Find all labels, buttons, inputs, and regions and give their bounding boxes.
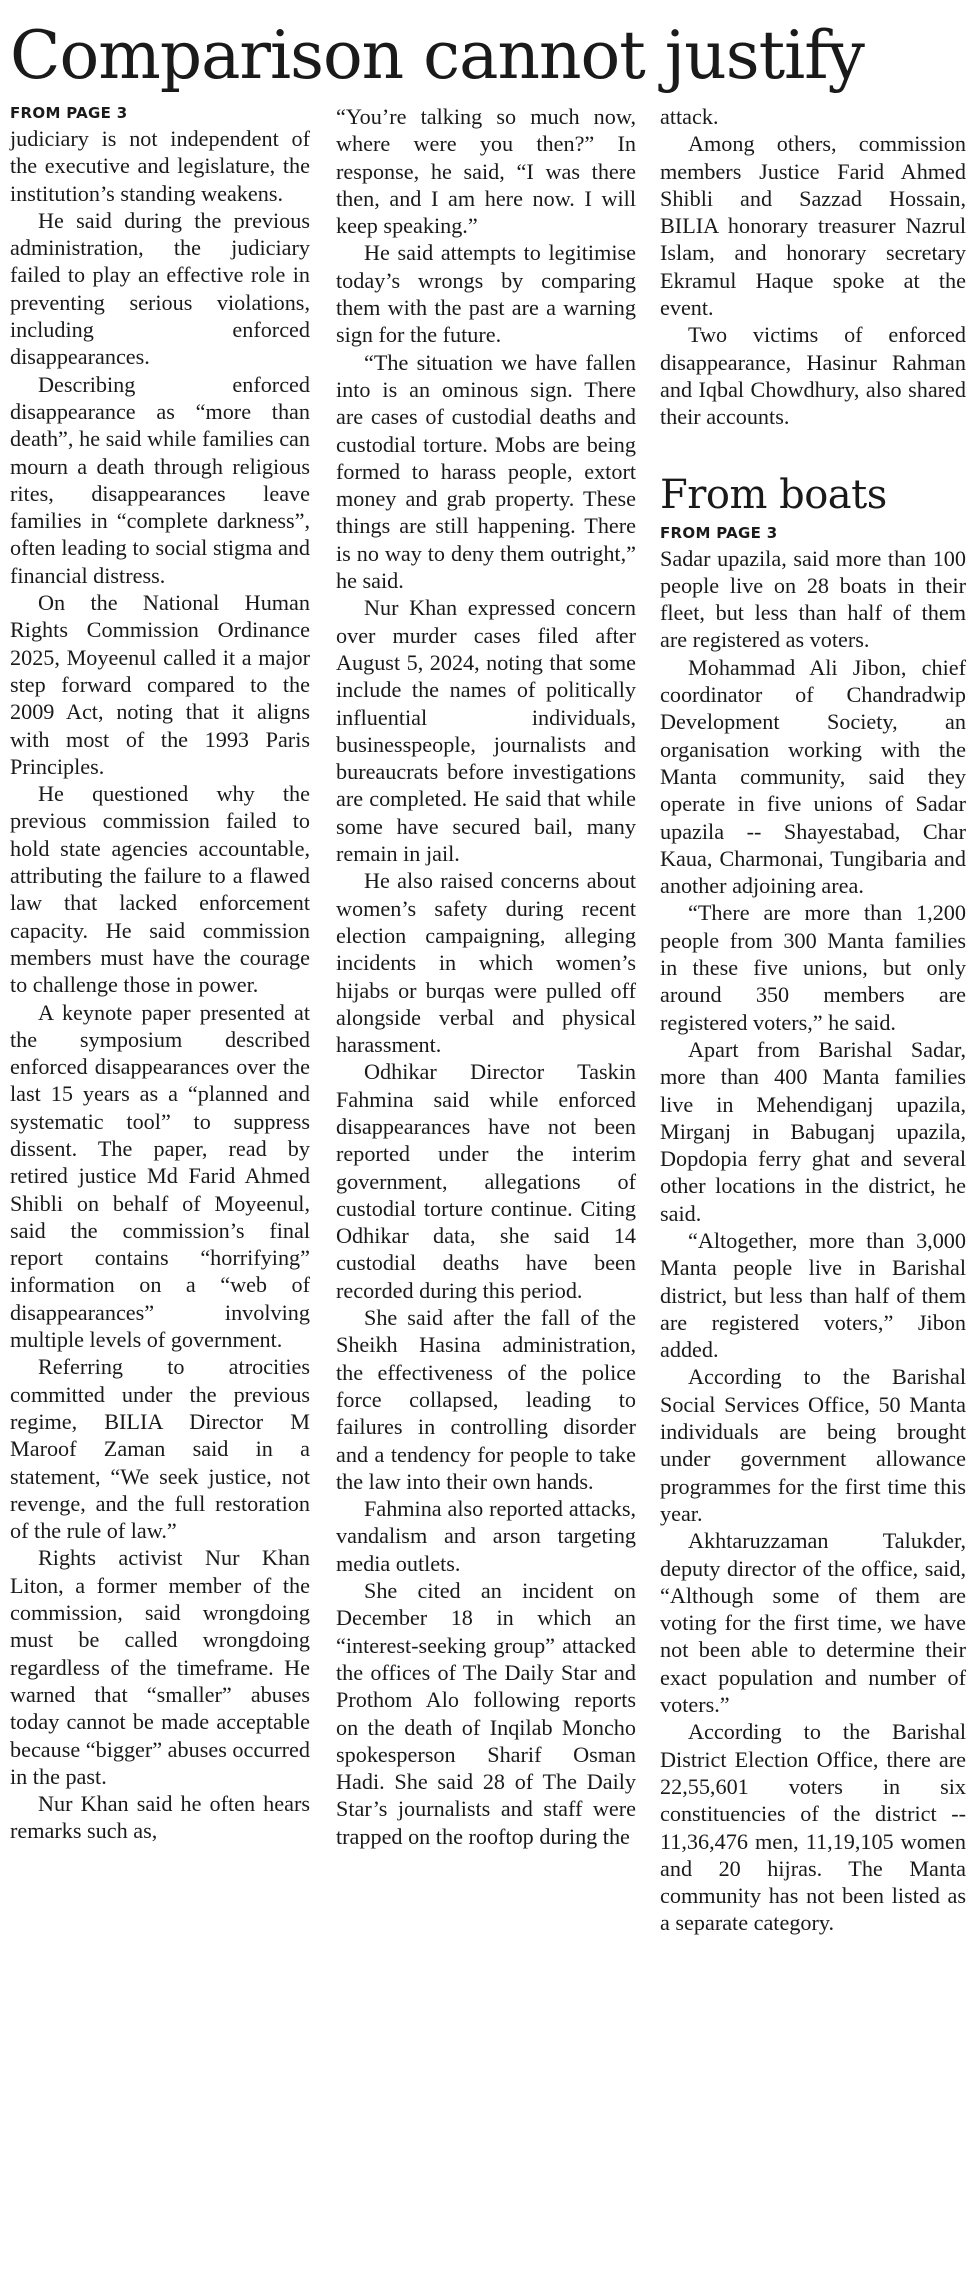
paragraph: Odhikar Director Taskin Fahmina said while enforced disappearances have not been reported under the interim government, allegations of custodial torture continue. Citing Odhikar data, she said 14 custodial deaths have been recorded during this period. bbox=[336, 1059, 636, 1303]
paragraph: “There are more than 1,200 people from 300 Manta families in these five unions, but only around 350 members are registered voters,” he said. bbox=[660, 900, 966, 1035]
paragraph: According to the Barishal Social Services Office, 50 Manta individuals are being brought under government allowance programmes for the first time this year. bbox=[660, 1364, 966, 1526]
paragraph: Two victims of enforced disappearance, Hasinur Rahman and Iqbal Chowdhury, also shared their accounts. bbox=[660, 322, 966, 430]
paragraph: Among others, commission members Justice Farid Ahmed Shibli and Sazzad Hossain, BILIA honorary treasurer Nazrul Islam, and honorary secretary Ekramul Haque spoke at the event. bbox=[660, 131, 966, 321]
paragraph: “Altogether, more than 3,000 Manta people live in Barishal district, but less than half of them are registered voters,” Jibon added. bbox=[660, 1227, 966, 1363]
paragraph: He said attempts to legitimise today’s wrongs by comparing them with the past are a warning sign for the future. bbox=[336, 240, 636, 348]
paragraph: A keynote paper presented at the symposium described enforced disappearances over the last 15 years as a “planned and systematic tool” to suppress dissent. The paper, read by retired justice Md Farid Ahmed Shibli on behalf of Moyeenul, said the commission’s final report contains “horrifying” information on a “web of disappearances” involving multiple levels of government. bbox=[10, 999, 310, 1353]
paragraph: He said during the previous administration, the judiciary failed to play an effective role in preventing serious violations, including enforced disappearances. bbox=[10, 207, 310, 370]
paragraph: “You’re talking so much now, where were you then?” In response, he said, “I was there then, and I am here now. I will keep speaking.” bbox=[336, 104, 636, 239]
paragraph: Sadar upazila, said more than 100 people live on 28 boats in their fleet, but less than half of them are registered as voters. bbox=[660, 545, 966, 653]
paragraph: On the National Human Rights Commission Ordinance 2025, Moyeenul called it a major step forward compared to the 2009 Act, noting that it aligns with most of the 1993 Paris Principles. bbox=[10, 590, 310, 779]
paragraph: Apart from Barishal Sadar, more than 400 Manta families live in Mehendiganj upazila, Mirganj in Babuganj upazila, Dopdopia ferry ghat and several other locations in the district, he said. bbox=[660, 1036, 966, 1226]
paragraph: Referring to atrocities committed under the previous regime, BILIA Director M Maroof Zaman said in a statement, “We seek justice, not revenge, and the full restoration of the rule of law.” bbox=[10, 1354, 310, 1544]
article2-kicker: FROM PAGE 3 bbox=[660, 523, 778, 542]
article2-headline: From boats bbox=[660, 471, 887, 518]
paragraph: Rights activist Nur Khan Liton, a former member of the commission, said wrongdoing must be called wrongdoing regardless of the timeframe. He warned that “smaller” abuses today cannot be made acceptable because “bigger” abuses occurred in the past. bbox=[10, 1545, 310, 1789]
column-3 bbox=[660, 103, 966, 1937]
paragraph: judiciary is not independent of the executive and legislature, the institution’s standing weakens. bbox=[10, 126, 310, 206]
paragraph: Fahmina also reported attacks, vandalism and arson targeting media outlets. bbox=[336, 1496, 636, 1576]
paragraph: Nur Khan said he often hears remarks such as, bbox=[10, 1791, 310, 1844]
paragraph: “The situation we have fallen into is an ominous sign. There are cases of custodial deaths and custodial torture. Mobs are being formed to harass people, extort money and grab property. These things are still happening. There is no way to deny them outright,” he said. bbox=[336, 349, 636, 594]
paragraph: He also raised concerns about women’s safety during recent election campaigning, alleging incidents in which women’s hijabs or burqas were pulled off alongside verbal and physical harassment. bbox=[336, 868, 636, 1058]
paragraph: According to the Barishal District Election Office, there are 22,55,601 voters in six constituencies of the district -- 11,36,476 men, 11,19,105 women and 20 hijras. The Manta community has not been listed as a separate category. bbox=[660, 1719, 966, 1936]
paragraph: He questioned why the previous commission failed to hold state agencies accountable, attributing the failure to a flawed law that lacked enforcement capacity. He said commission members must have the courage to challenge those in power. bbox=[10, 781, 310, 998]
paragraph: Describing enforced disappearance as “more than death”, he said while families can mourn a death through religious rites, disappearances leave families in “complete darkness”, often leading to social stigma and financial distress. bbox=[10, 371, 310, 588]
paragraph: She cited an incident on December 18 in which an “interest-seeking group” attacked the offices of The Daily Star and Prothom Alo following reports on the death of Inqilab Moncho spokesperson Sharif Osman Hadi. She said 28 of The Daily Star’s journalists and staff were trapped on the rooftop during the bbox=[336, 1578, 636, 1849]
paragraph: She said after the fall of the Sheikh Hasina administration, the effectiveness of the police force collapsed, leading to failures in controlling disorder and a tendency for people to take the law into their own hands. bbox=[336, 1305, 636, 1494]
paragraph: Nur Khan expressed concern over murder cases filed after August 5, 2024, noting that some include the names of politically influential individuals, businesspeople, journalists and bureaucrats before investigations are completed. He said that while some have secured bail, many remain in jail. bbox=[336, 595, 636, 867]
paragraph: Akhtaruzzaman Talukder, deputy director of the office, said, “Although some of them are voting for the first time, we have not been able to determine their exact population and number of voters.” bbox=[660, 1528, 966, 1718]
article1-column-2 bbox=[336, 103, 636, 1850]
paragraph: Mohammad Ali Jibon, chief coordinator of Chandradwip Development Society, an organisation working with the Manta community, said they operate in five unions of Sadar upazila -- Shayestabad, Char Kaua, Charmonai, Tungibaria and another adjoining area. bbox=[660, 654, 966, 899]
article1-column-1 bbox=[10, 103, 310, 1845]
paragraph: attack. bbox=[660, 104, 719, 129]
article1-kicker: FROM PAGE 3 bbox=[10, 104, 128, 122]
headline: Comparison cannot justify bbox=[10, 17, 864, 94]
